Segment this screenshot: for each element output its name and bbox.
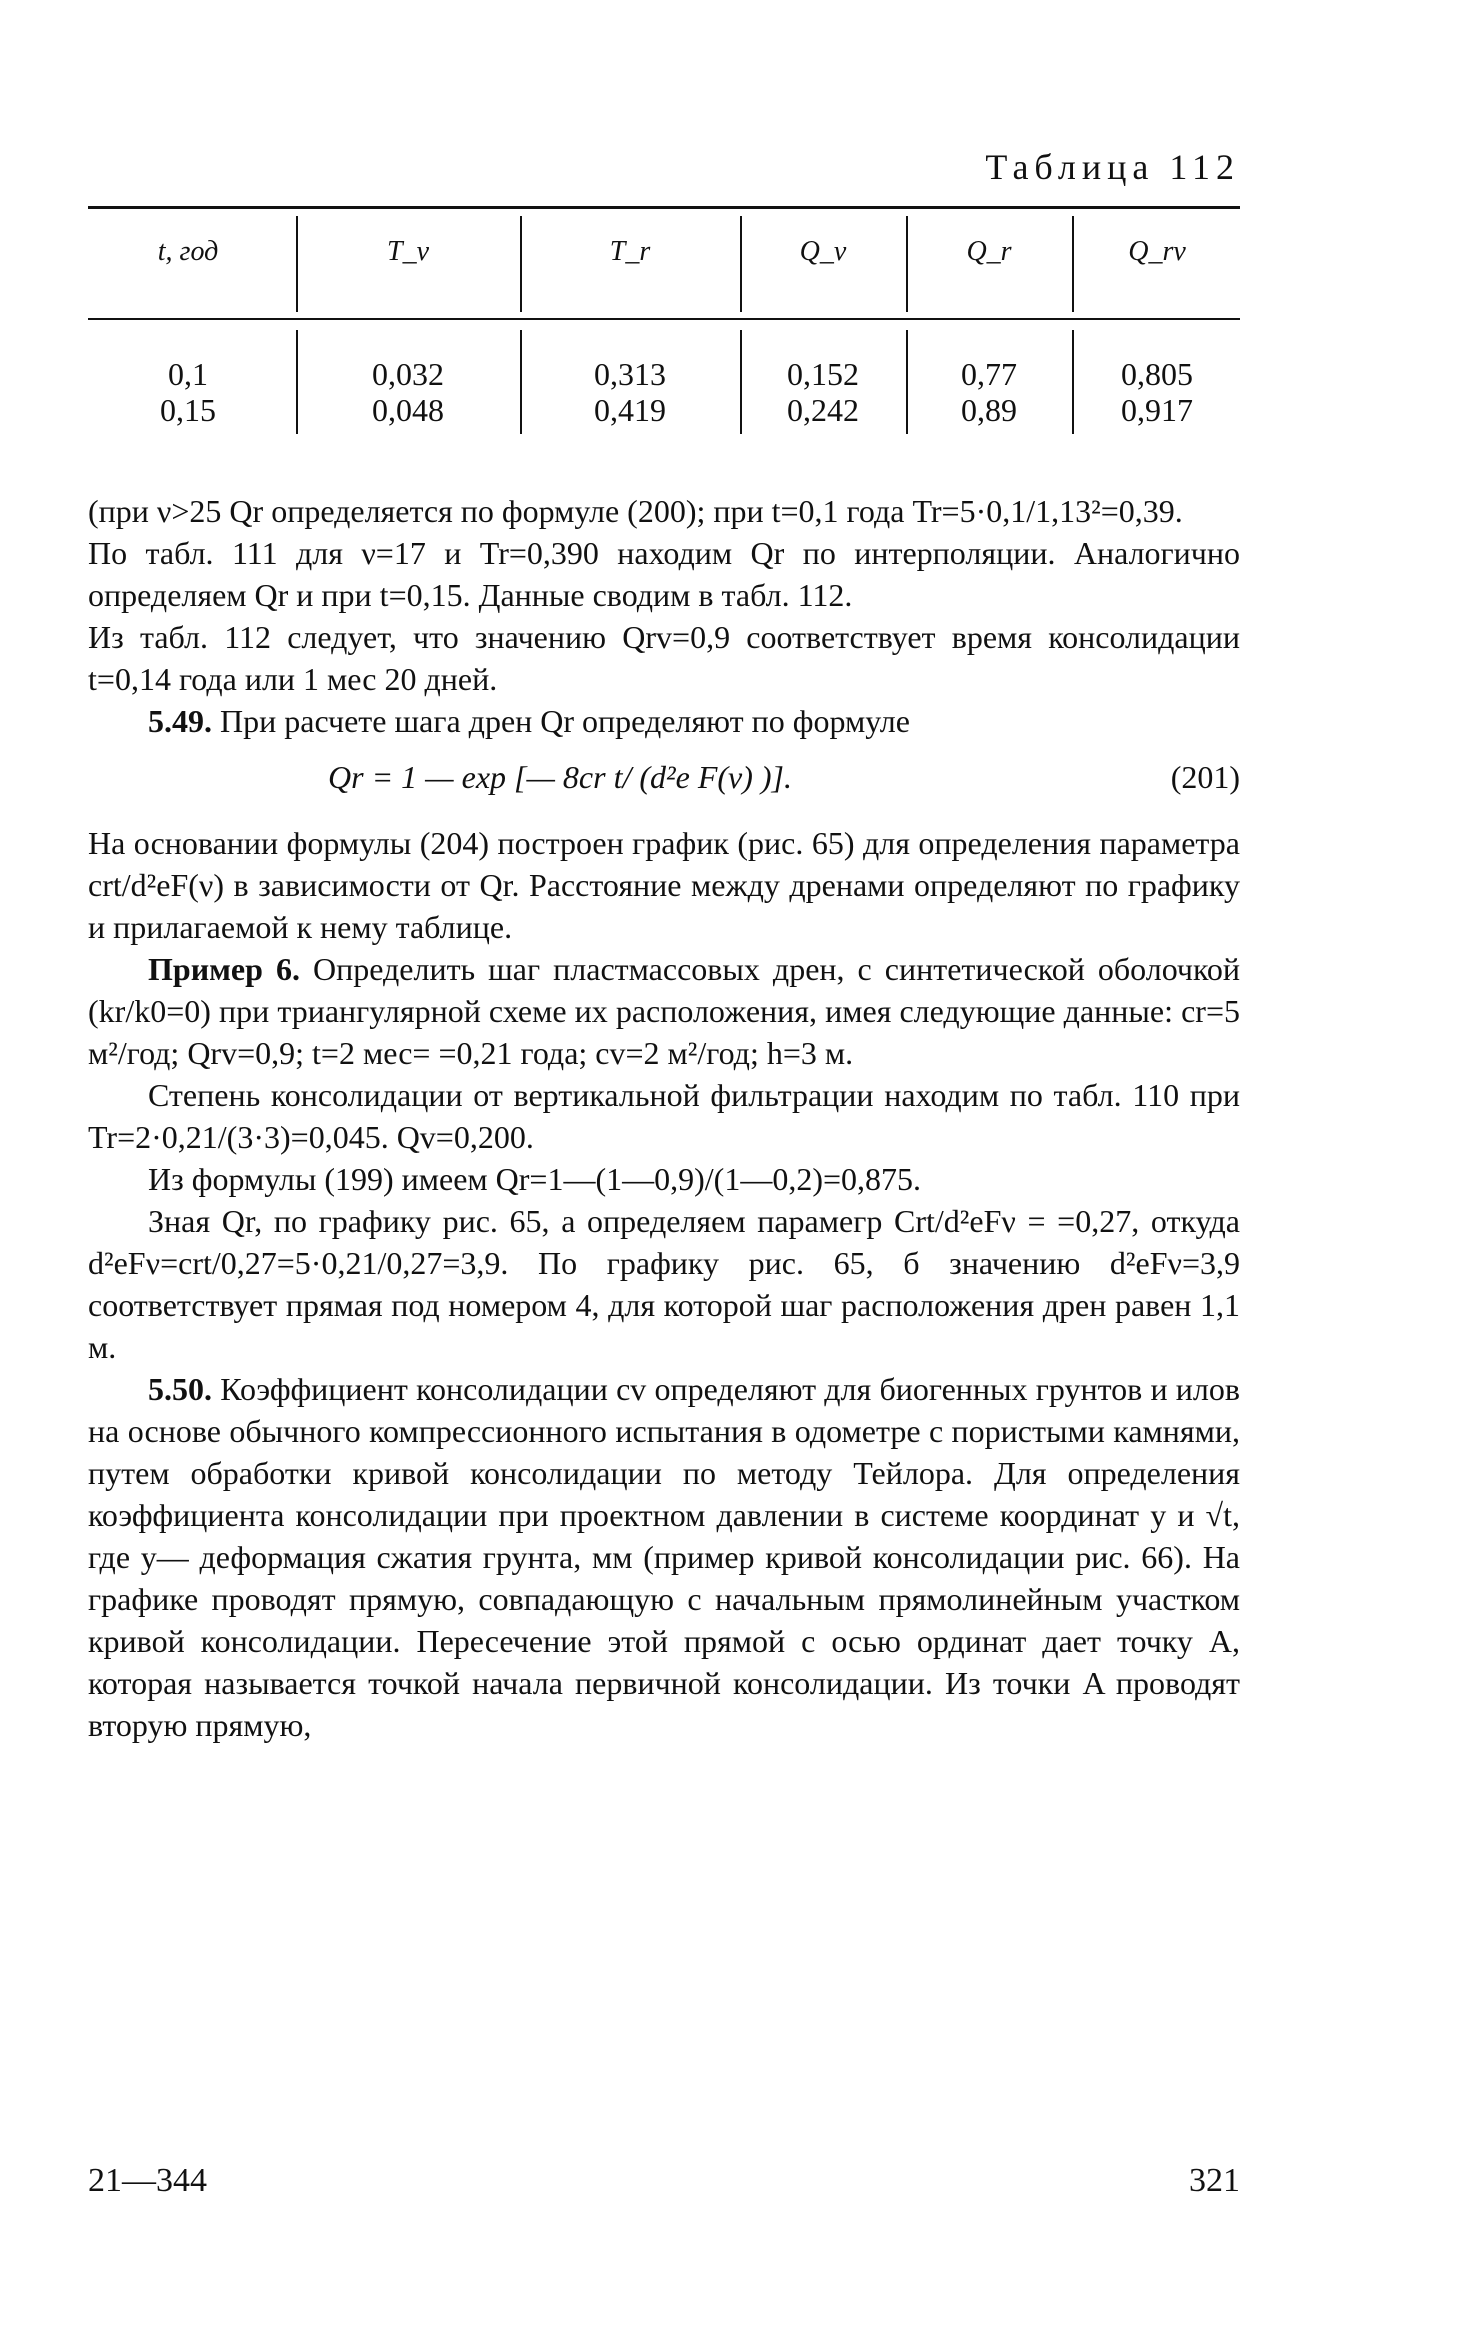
section-number: 5.49.	[148, 703, 212, 739]
table-cell-value: 0,77	[961, 356, 1017, 392]
table-cell	[908, 356, 1070, 428]
table-top-rule	[88, 206, 1240, 209]
table-caption: Таблица 112	[985, 147, 1240, 187]
paragraph: (при ν>25 Qr определяется по формуле (200); при t=0,1 года Tr=5·0,1/1,13²=0,39.	[88, 493, 1183, 529]
table-cell-value: 0,242	[787, 392, 859, 428]
paragraph: Из формулы (199) имеем Qr=1—(1—0,9)/(1—0,2)=0,875.	[148, 1161, 922, 1197]
paragraph: Из табл. 112 следует, что значению Qrv=0,9 соответствует время консолидации t=0,14 года или 1 мес 20 дней.	[88, 619, 1240, 697]
formula: Qr = 1 — exp [— 8cr t/ (d²e F(ν) )].	[328, 759, 792, 795]
section-number: 5.50.	[148, 1371, 212, 1407]
formula-number: (201)	[1170, 759, 1240, 795]
table-cell-value: 0,032	[372, 356, 444, 392]
table-cell	[298, 356, 518, 428]
table-cell	[1074, 356, 1240, 428]
table-cell	[522, 356, 738, 428]
table-header-cell: t, год	[157, 236, 219, 267]
paragraph	[88, 948, 1240, 1074]
paragraph: Степень консолидации от вертикальной фильтрации находим по табл. 110 при Tr=2·0,21/(3·3)=0,045. Qv=0,200.	[88, 1077, 1240, 1155]
paragraph-text: Определить шаг пластмассовых дрен, с синтетической оболочкой (kr/k0=0) при триангулярной схеме их расположения, имея следующие данные: cr=5 м²/год; Qrv=0,9; t=2 мес= =0,21 года; cv=2 м²/год; h=3 м.	[88, 951, 1241, 1071]
table-cell-value: 0,917	[1121, 392, 1193, 428]
table-cell-value: 0,152	[787, 356, 859, 392]
table-header-cell: T_r	[609, 236, 651, 267]
table-cell-value: 0,419	[594, 392, 666, 428]
paragraph: По табл. 111 для ν=17 и Tr=0,390 находим Qr по интерполяции. Аналогично определяем Qr и при t=0,15. Данные сводим в табл. 112.	[88, 535, 1240, 613]
table-cell-value: 0,89	[961, 392, 1017, 428]
table-header-cell: Q_v	[799, 236, 847, 267]
table-cell-value: 0,1	[168, 356, 208, 392]
paragraph-text: Коэффициент консолидации cv определяют для биогенных грунтов и илов на основе обычного компрессионного испытания в одометре с пористыми камнями, путем обработки кривой консолидации по методу Тейлора. Для определения коэффициента консолидации при проектном давлении в системе координат y и √t, где y— деформация сжатия грунта, мм (пример кривой консолидации рис. 66). На графике проводят прямую, совпадающую с начальным прямолинейным участком кривой консолидации. Пересечение этой прямой с осью ординат дает точку A, которая называется точкой начала первичной консолидации. Из точки A проводят вторую прямую,	[88, 1371, 1240, 1743]
table-header-cell: Q_rv	[1128, 236, 1186, 267]
body-text	[88, 490, 1240, 1746]
table-cell-value: 0,15	[160, 392, 216, 428]
table-header-cell: Q_r	[966, 236, 1012, 267]
table-header-rule	[88, 318, 1240, 320]
table-cell-value: 0,313	[594, 356, 666, 392]
paragraph	[88, 700, 1240, 742]
formula-block	[88, 742, 1240, 822]
table-cell-value: 0,805	[1121, 356, 1193, 392]
printer-signature: 21—344	[88, 2162, 207, 2199]
paragraph	[88, 1368, 1240, 1746]
paragraph-text: При расчете шага дрен Qr определяют по формуле	[212, 703, 910, 739]
table-cell	[88, 356, 288, 428]
table-header-cell: T_v	[387, 236, 429, 267]
example-label: Пример 6.	[148, 951, 300, 987]
paragraph: Зная Qr, по графику рис. 65, a определяем парамегр Crt/d²eFν = =0,27, откуда d²eFν=crt/0,27=5·0,21/0,27=3,9. По графику рис. 65, б значению d²eFν=3,9 соответствует прямая под номером 4, для которой шаг расположения дрен равен 1,1 м.	[88, 1203, 1240, 1365]
table-cell-value: 0,048	[372, 392, 444, 428]
table-cell	[742, 356, 904, 428]
document-page	[88, 0, 1240, 2327]
paragraph: На основании формулы (204) построен график (рис. 65) для определения параметра crt/d²eF(ν) в зависимости от Qr. Расстояние между дренами определяют по графику и прилагаемой к нему таблице.	[88, 825, 1240, 945]
page-number: 321	[1189, 2162, 1240, 2199]
